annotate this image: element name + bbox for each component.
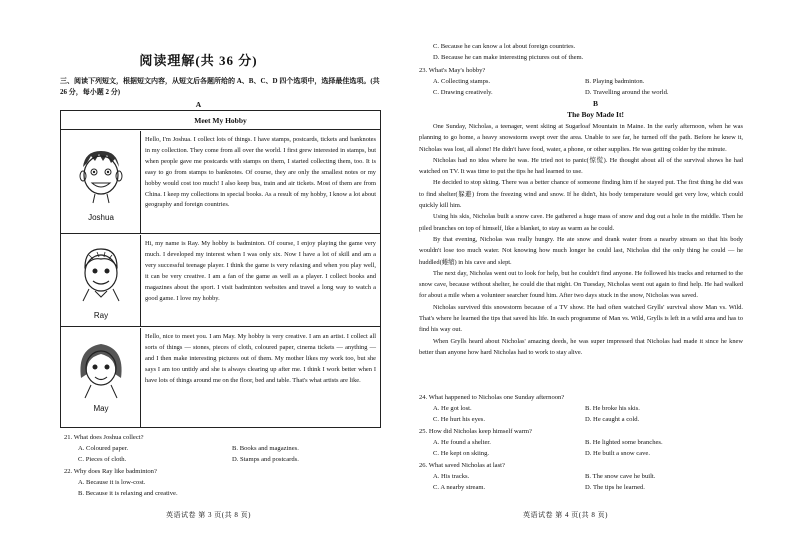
q26-option-c: C. A nearby stream.	[433, 484, 486, 491]
q25-option-a: A. He found a shelter.	[433, 439, 491, 446]
joshua-face-icon	[71, 145, 131, 207]
ray-face-icon	[71, 243, 131, 303]
question-22: 22. Why does Ray like badminton?	[64, 468, 157, 475]
table-row-ray	[61, 235, 380, 327]
q25-option-d: D. He built a snow cave.	[585, 450, 651, 457]
may-portrait	[61, 328, 141, 427]
section-title: 阅读理解(共 36 分)	[139, 53, 258, 68]
may-name: May	[93, 404, 109, 413]
table-row-joshua	[61, 131, 380, 234]
hobby-table	[60, 110, 381, 428]
passage-letter-a: A	[195, 100, 202, 109]
may-face-icon	[71, 338, 131, 400]
question-26: 26. What saved Nicholas at last?	[419, 462, 505, 469]
q25-option-c: C. He kept on skiing.	[433, 450, 490, 457]
table-title: Meet My Hobby	[61, 111, 380, 130]
joshua-name: Joshua	[88, 213, 114, 222]
q21-option-d: D. Stamps and postcards.	[232, 456, 299, 463]
table-row-may	[61, 328, 380, 427]
passage-title: The Boy Made It!	[567, 110, 624, 119]
q21-option-b: B. Books and magazines.	[232, 445, 299, 452]
paragraph: One Sunday, Nicholas, a teenager, went skiing at Sugarloaf Mountain in Maine. In the early afternoon, when he was planning to go home, a heavy snowstorm swept over the area. Unable to see far, he turned off the path. Before he knew it, Nicholas was lost, all alone! He didn't have food, water, a phone, or other supplies. He was getting colder by the minute.	[419, 123, 743, 153]
q21-option-a: A. Coloured paper.	[78, 445, 129, 452]
q26-option-a: A. His tracks.	[433, 473, 470, 480]
paragraph: Nicholas survived this snowstorm because of a TV show. He had often watched Grylls' survival show Man vs. Wild. That's where he learned the tips that saved his life. In each programme of Man vs. Wild, Grylls is left in a wild area and has to find his way out.	[419, 303, 743, 334]
q26-option-d: D. The tips he learned.	[585, 484, 645, 491]
instructions: 三、阅读下列短文，根据短文内容，从短文后各题所给的 A、B、C、D 四个选项中，选择最佳选项。(共 26 分，每小题 2 分)	[60, 77, 380, 96]
question-23: 23. What's May's hobby?	[419, 67, 486, 74]
paragraph: Using his skis, Nicholas built a snow cave. He gathered a huge mass of snow and dug out a hole in the middle. Then he piled branches on top of himself, like a blanket, to stay as warm as he could.	[419, 213, 743, 232]
q26-option-b: B. The snow cave he built.	[585, 473, 656, 480]
question-24: 24. What happened to Nicholas one Sunday afternoon?	[419, 394, 565, 401]
q23-option-a: A. Collecting stamps.	[433, 78, 491, 85]
question-21: 21. What does Joshua collect?	[64, 434, 144, 441]
ray-portrait	[61, 235, 141, 326]
paragraph: He decided to stop skiing. There was a better chance of someone finding him if he stayed put. The first thing he did was to find shelter(躲避) from the freezing wind and snow. If he didn't, his body temperature would get very low, which could quickly kill him.	[419, 179, 743, 210]
page-footer-left: 英语试卷 第 3 页(共 8 页)	[166, 511, 251, 519]
page-footer-right: 英语试卷 第 4 页(共 8 页)	[523, 511, 608, 519]
paragraph: By that evening, Nicholas was really hungry. He ate snow and drank water from a nearby stream so that his body wouldn't lose too much water. Not knowing how much longer he could last, Nicholas did the only thing he could — he huddled(蜷缩) in his cave and slept.	[419, 235, 743, 266]
paragraph: Nicholas had no idea where he was. He tried not to panic(惊慌). He thought about all of the survival shows he had watched on TV. It was time to put the tips he had learned to use.	[419, 156, 743, 176]
paragraph: The next day, Nicholas went out to look for help, but he couldn't find anyone. He followed his tracks and returned to the snow cave, because without shelter, he could die that night. On Tuesday, Nicholas went out again to find help. He had walked for about a mile when a volunteer searcher found him. After two days stuck in the snow, Nicholas was saved.	[419, 269, 743, 300]
passage-b	[419, 121, 743, 358]
question-25: 25. How did Nicholas keep himself warm?	[419, 428, 532, 435]
paragraph: When Grylls heard about Nicholas' amazing deeds, he was super impressed that Nicholas had made it since he knew better than anyone how hard Nicholas had to work to stay alive.	[419, 337, 743, 356]
q22-option-d: D. Because he can make interesting pictures out of them.	[433, 54, 584, 61]
ray-text: Hi, my name is Ray. My hobby is badminton. Of course, I enjoy playing the game very much. I developed my interest when I was only six. Now I have a lot of skill and am a very successful teenage player. I think the game is very relaxing and when you play well, it can be very creative. I am a fan of the game as well as a player. I collect books and magazines about the sport. I visit badminton websites and travel a long way to watch a good game. I love my hobby.	[145, 240, 376, 302]
q24-option-b: B. He broke his skis.	[585, 405, 640, 412]
q22-option-a: A. Because it is low-cost.	[78, 479, 146, 486]
q24-option-d: D. He caught a cold.	[585, 416, 640, 423]
q22-option-c: C. Because he can know a lot about foreign countries.	[433, 43, 576, 50]
q24-option-a: A. He got lost.	[433, 405, 472, 412]
joshua-portrait	[61, 131, 141, 233]
q24-option-c: C. He hurt his eyes.	[433, 416, 486, 423]
q25-option-b: B. He lighted some branches.	[585, 439, 663, 446]
right-page	[397, 0, 794, 536]
may-text: Hello, nice to meet you. I am May. My hobby is very creative. I am an artist. I collect all sorts of things — stones, pieces of cloth, coloured paper, cinema tickets — anything — and I then make interesting pictures out of them. My mother likes my work too, but she says I am too untidy and she is always clearing up after me. I think I work better when I have lots of things around me on the floor, bed and table. That's what artists are like.	[145, 333, 376, 384]
passage-letter-b: B	[592, 99, 598, 108]
q22-option-b: B. Because it is relaxing and creative.	[78, 490, 178, 497]
q23-option-c: C. Drawing creatively.	[433, 89, 493, 96]
q23-option-d: D. Travelling around the world.	[585, 89, 669, 96]
q21-option-c: C. Pieces of cloth.	[78, 456, 127, 463]
q23-option-b: B. Playing badminton.	[585, 78, 645, 85]
ray-name: Ray	[93, 311, 109, 320]
joshua-text: Hello, I'm Joshua. I collect lots of things. I have stamps, postcards, tickets and banknotes in my collection. They come from all over the world. I first grew interested in stamps, but when people gave me postcards with stamps on them, I started collecting them, too. It is easy to go from stamps to banknotes. Of course, they are only the smallest notes or my hobby would cost too much! I also keep bus, train and air tickets. Most of them are from China. I keep my collections in special books. As a result of my hobby, I know a lot about geography and foreign countries.	[145, 136, 376, 209]
